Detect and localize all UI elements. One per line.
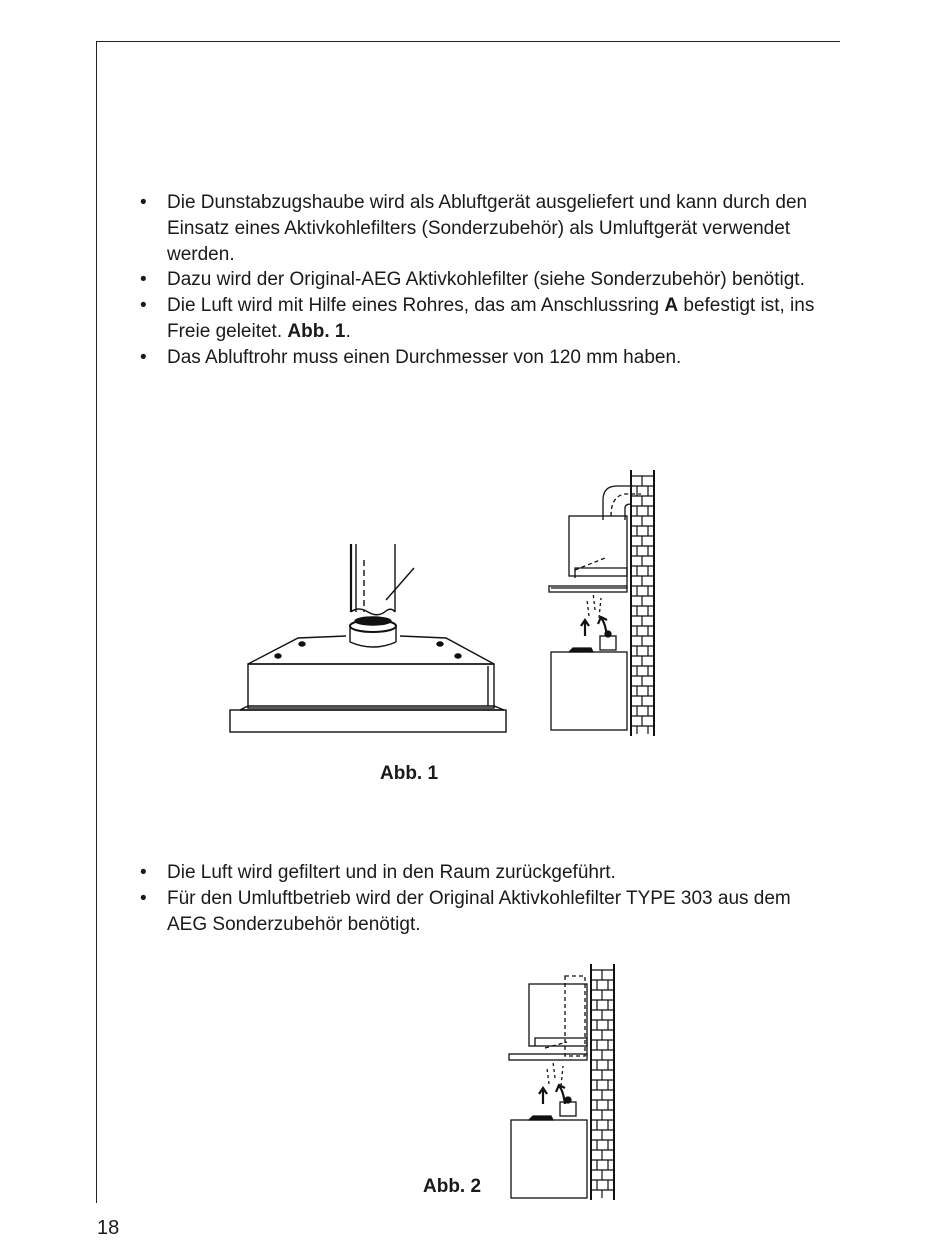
bullet: • xyxy=(140,192,147,213)
recirculation-mode-wall-illustration xyxy=(505,962,620,1202)
bullet: • xyxy=(140,295,147,317)
exhaust-mode-list xyxy=(140,190,830,371)
list-item-text: Die Dunstabzugshaube wird als Abluftgerät ausgeliefert und kann durch den Einsatz eines Aktivkohlefilters (Sonderzubehör) als Umluftgerät verwendet werden. xyxy=(167,192,808,265)
bullet: • xyxy=(140,887,147,909)
list-item-text: Das Abluftrohr muss einen Durchmesser von 120 mm haben. xyxy=(167,346,682,368)
list-item-text-after: . xyxy=(345,320,351,342)
figure-reference: Abb. 1 xyxy=(287,320,346,342)
list-item xyxy=(140,293,830,345)
page-frame-left-rule xyxy=(96,41,97,1203)
list-item-text-before: Die Luft wird mit Hilfe eines Rohres, das am Anschlussring xyxy=(167,295,665,317)
recirculation-mode-list xyxy=(140,860,830,937)
bullet: • xyxy=(140,269,147,291)
figure-1-caption: Abb. 1 xyxy=(380,763,439,784)
list-item xyxy=(140,345,830,371)
bullet: • xyxy=(140,346,147,368)
page-number: 18 xyxy=(97,1217,120,1239)
list-item xyxy=(140,860,830,886)
list-item xyxy=(140,267,830,293)
hood-with-pipe-illustration xyxy=(226,540,511,740)
exhaust-mode-wall-illustration xyxy=(545,468,660,738)
list-item-text: Die Luft wird gefiltert und in den Raum zurückgeführt. xyxy=(167,862,616,883)
bullet: • xyxy=(140,862,147,883)
connection-ring-label: A xyxy=(664,295,679,317)
list-item-text: Für den Umluftbetrieb wird der Original Aktivkohlefilter TYPE 303 aus dem AEG Sonderzubehör benötigt. xyxy=(167,887,791,935)
list-item xyxy=(140,190,830,267)
list-item xyxy=(140,886,830,938)
figure-2-caption: Abb. 2 xyxy=(423,1176,482,1197)
page-frame-top-rule xyxy=(96,41,840,42)
list-item-text-middle: befestigt ist, ins Freie geleitet. xyxy=(167,295,815,342)
list-item-text: Dazu wird der Original-AEG Aktivkohlefilter (siehe Sonderzubehör) benötigt. xyxy=(167,269,805,291)
